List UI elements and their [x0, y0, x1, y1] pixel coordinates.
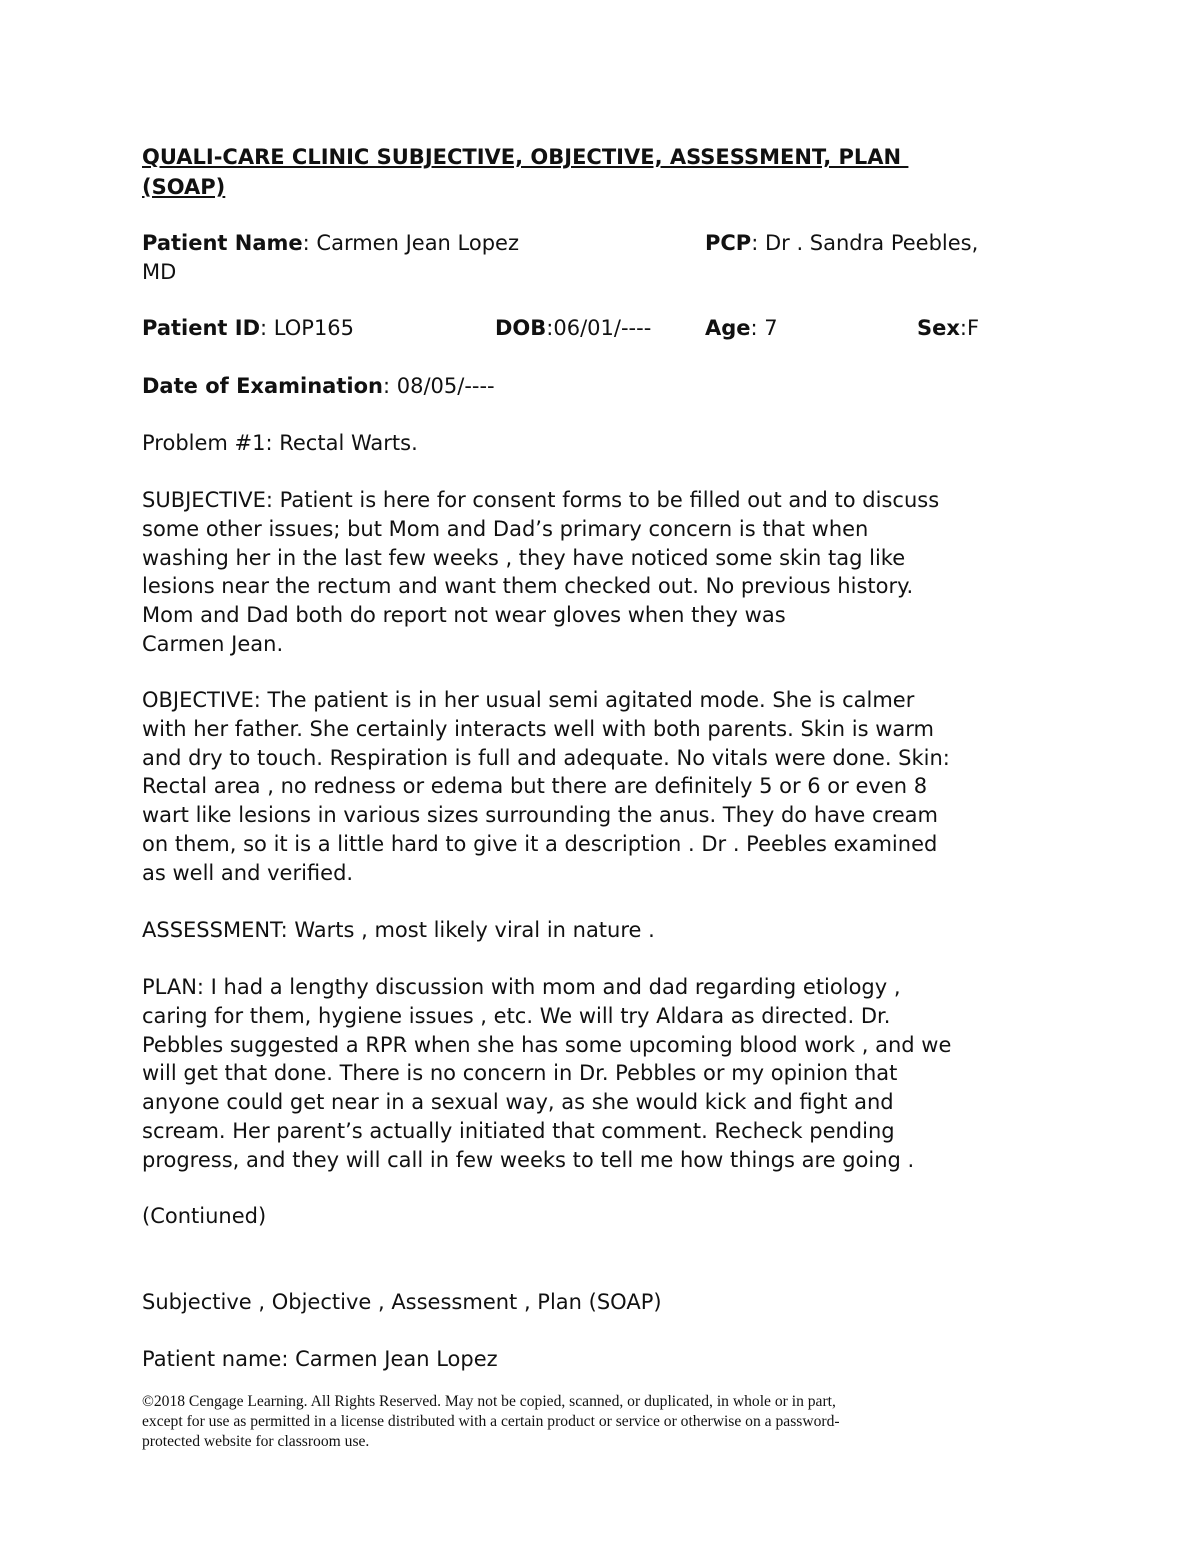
- objective-section: [142, 686, 1062, 888]
- sex-value: F: [967, 316, 980, 340]
- text-line: with her father. She certainly interacts well with both parents. Skin is warm: [142, 716, 934, 741]
- copyright-footer: [142, 1392, 1042, 1452]
- text-line: on them, so it is a little hard to give it a description . Dr . Peebles examined: [142, 831, 938, 856]
- subjective-section: [142, 486, 1062, 659]
- text-line: as well and verified.: [142, 860, 354, 885]
- continued-note: (Contiuned): [142, 1204, 267, 1228]
- dob-label: DOB: [495, 316, 547, 340]
- footer-line: ©2018 Cengage Learning. All Rights Reserved. May not be copied, scanned, or duplicated, in whole or in part,: [142, 1393, 836, 1410]
- dob-value: 06/01/----: [553, 316, 652, 340]
- patient-id-value: LOP165: [273, 316, 355, 340]
- text-line: lesions near the rectum and want them checked out. No previous history.: [142, 574, 914, 599]
- footer-line: except for use as permitted in a license distributed with a certain product or service or otherwise on a password-: [142, 1413, 840, 1430]
- text-line: OBJECTIVE: The patient is in her usual semi agitated mode. She is calmer: [142, 688, 915, 712]
- age-label: Age: [705, 316, 751, 340]
- text-line: caring for them, hygiene issues , etc. We will try Aldara as directed. Dr.: [142, 1003, 891, 1028]
- text-line: anyone could get near in a sexual way, as she would kick and fight and: [142, 1090, 894, 1115]
- pcp-value-continued: MD: [142, 260, 177, 284]
- text-line: will get that done. There is no concern in Dr. Pebbles or my opinion that: [142, 1061, 898, 1086]
- text-line: progress, and they will call in few weeks to tell me how things are going .: [142, 1147, 915, 1172]
- footer-line: protected website for classroom use.: [142, 1433, 370, 1450]
- problem-line: Problem #1: Rectal Warts.: [142, 431, 418, 455]
- text-line: Pebbles suggested a RPR when she has some upcoming blood work , and we: [142, 1032, 952, 1057]
- exam-date-value: 08/05/----: [396, 374, 495, 398]
- document-title: [142, 142, 1042, 202]
- pcp-label: PCP: [705, 231, 752, 255]
- patient-id-label: Patient ID: [142, 316, 261, 340]
- title-line: (SOAP): [142, 175, 226, 199]
- pcp-value: Dr . Sandra Peebles,: [764, 231, 979, 255]
- text-line: PLAN: I had a lengthy discussion with mom and dad regarding etiology ,: [142, 975, 901, 999]
- patient-info-row: Patient ID: LOP165 DOB:06/01/---- Age: 7 Sex:F: [142, 316, 980, 340]
- text-line: Carmen Jean.: [142, 631, 284, 656]
- text-line: wart like lesions in various sizes surrounding the anus. They do have cream: [142, 803, 938, 828]
- text-line: scream. Her parent’s actually initiated that comment. Recheck pending: [142, 1118, 895, 1143]
- title-line: QUALI-CARE CLINIC SUBJECTIVE, OBJECTIVE, ASSESSMENT, PLAN: [142, 145, 909, 169]
- age-value: 7: [764, 316, 778, 340]
- patient-name-row: Patient Name: Carmen Jean Lopez PCP: Dr . Sandra Peebles, MD: [142, 229, 1062, 287]
- section2-heading: Subjective , Objective , Assessment , Plan (SOAP): [142, 1290, 662, 1314]
- section2-patient-name: Patient name: Carmen Jean Lopez: [142, 1347, 498, 1371]
- text-line: some other issues; but Mom and Dad’s primary concern is that when: [142, 516, 869, 541]
- assessment-section: ASSESSMENT: Warts , most likely viral in nature .: [142, 918, 655, 942]
- text-line: SUBJECTIVE: Patient is here for consent forms to be filled out and to discuss: [142, 488, 940, 512]
- text-line: Mom and Dad both do report not wear gloves when they was: [142, 603, 786, 628]
- exam-date-row: Date of Examination: 08/05/----: [142, 374, 495, 398]
- patient-name-value: Carmen Jean Lopez: [316, 231, 519, 255]
- exam-date-label: Date of Examination: [142, 374, 383, 398]
- text-line: washing her in the last few weeks , they have noticed some skin tag like: [142, 545, 906, 570]
- sex-label: Sex: [917, 316, 960, 340]
- plan-section: [142, 973, 1062, 1175]
- text-line: Rectal area , no redness or edema but there are definitely 5 or 6 or even 8: [142, 774, 928, 799]
- text-line: and dry to touch. Respiration is full and adequate. No vitals were done. Skin:: [142, 745, 950, 770]
- patient-name-label: Patient Name: [142, 231, 303, 255]
